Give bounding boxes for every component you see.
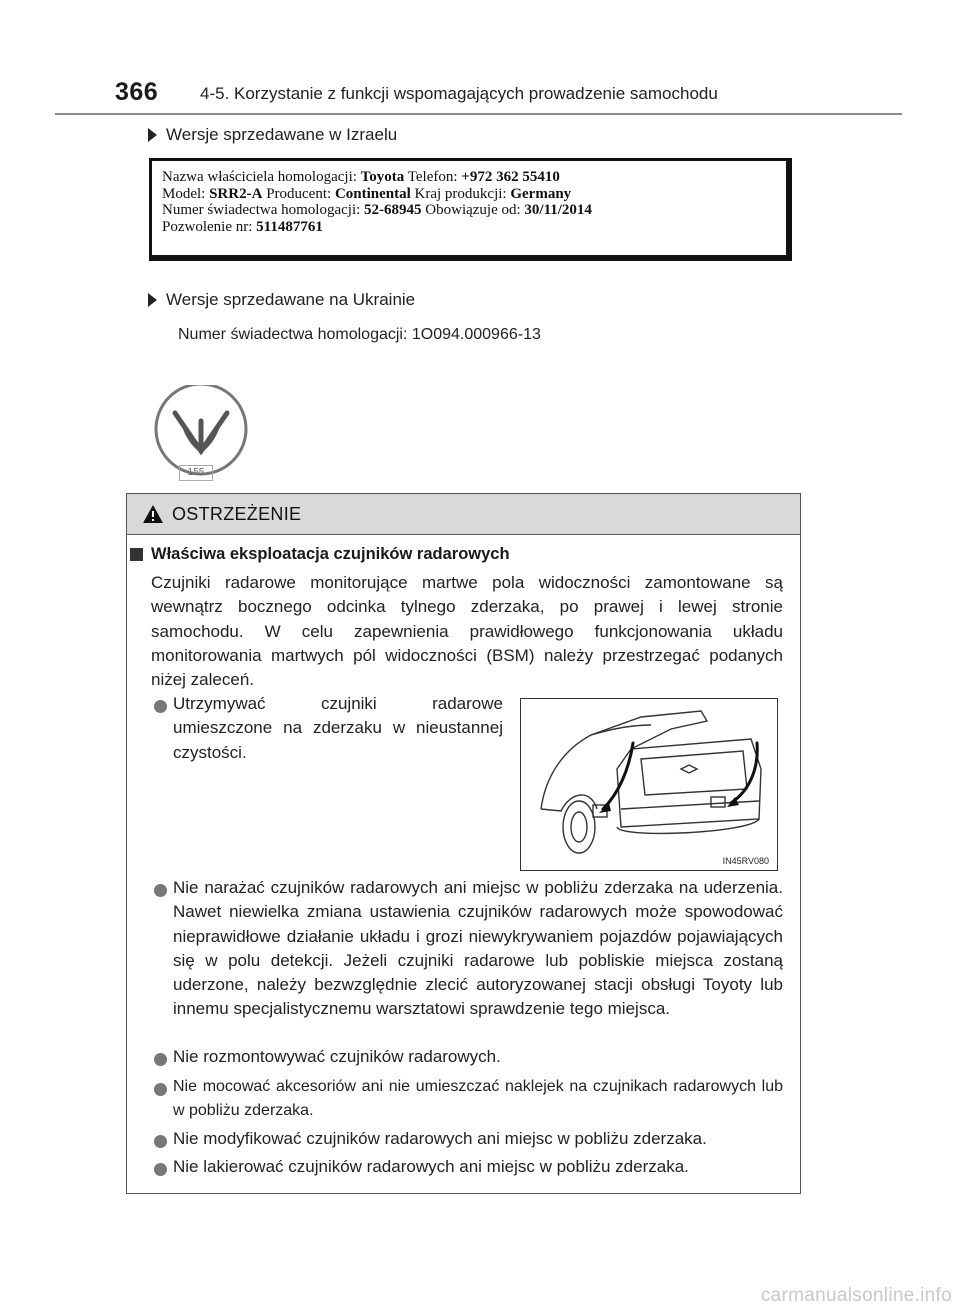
rear-bumper-illustration: [520, 698, 778, 871]
israel-line-3: Numer świadectwa homologacji: 52-68945 Obowiązuje od: 30/11/2014: [162, 202, 592, 218]
ukraine-heading: [148, 290, 415, 310]
israel-approval-box: [149, 158, 792, 261]
warning-section-title: Właściwa eksploatacja czujników radarowych: [130, 545, 510, 564]
warning-triangle-icon: [142, 504, 164, 524]
israel-line-4: Pozwolenie nr: 511487761: [162, 218, 323, 235]
warning-item-4: Nie mocować akcesoriów ani nie umieszczać naklejek na czujnikach radarowych lub w pobliżu zderzaka.: [173, 1078, 783, 1120]
bullet-dot-icon: [154, 884, 167, 897]
warning-item-1: Utrzymywać czujniki radarowe umieszczone na zderzaku w nieustannej czystości.: [173, 694, 503, 762]
triangle-bullet-icon: [148, 293, 157, 307]
emblem-code: 155: [179, 465, 213, 481]
bullet-dot-icon: [154, 1083, 167, 1096]
ukraine-certification-emblem: [153, 385, 253, 490]
triangle-bullet-icon: [148, 128, 157, 142]
bullet-dot-icon: [154, 1135, 167, 1148]
illustration-code: IN45RV080: [722, 856, 769, 866]
warning-intro: Czujniki radarowe monitorujące martwe pola widoczności zamontowane są wewnątrz bocznego odcinka tylnego zderzaka, po prawej i lewej stronie samochodu. W celu zapewnienia prawidłowego funkcjonowania układu monitorowania martwych pól widoczności (BSM) należy przestrzegać podanych niżej zaleceń.: [151, 573, 783, 690]
warning-item-5: Nie modyfikować czujników radarowych ani miejsc w pobliżu zderzaka.: [173, 1129, 707, 1148]
israel-heading-text: Wersje sprzedawane w Izraelu: [166, 125, 398, 144]
israel-line-1: Nazwa właściciela homologacji: Toyota Telefon: +972 362 55410: [162, 169, 560, 185]
warning-header: [127, 494, 800, 535]
car-rear-sensor-drawing-icon: [521, 699, 777, 870]
ukraine-heading-text: Wersje sprzedawane na Ukrainie: [166, 290, 416, 309]
warning-item-3: Nie rozmontowywać czujników radarowych.: [173, 1047, 501, 1066]
bullet-dot-icon: [154, 700, 167, 713]
page-number: 366: [115, 78, 159, 106]
israel-heading: [148, 125, 397, 145]
section-header-title: 4-5. Korzystanie z funkcji wspomagających prowadzenie samochodu: [200, 84, 718, 103]
warning-label: OSTRZEŻENIE: [172, 503, 302, 524]
bullet-dot-icon: [154, 1163, 167, 1176]
bullet-dot-icon: [154, 1053, 167, 1066]
square-bullet-icon: [130, 548, 143, 561]
warning-item-6: Nie lakierować czujników radarowych ani miejsc w pobliżu zderzaka.: [173, 1157, 689, 1176]
header-divider: [55, 113, 902, 115]
ukraine-cert-number: Numer świadectwa homologacji: 1O094.000966-13: [178, 326, 541, 343]
israel-line-2: Model: SRR2-A Producent: Continental Kraj produkcji: Germany: [162, 185, 572, 202]
warning-item-2: Nie narażać czujników radarowych ani miejsc w pobliżu zderzaka na uderzenia. Nawet niewielka zmiana ustawienia czujników radarowych może spowodować nieprawidłowe działanie układu i grozi niewykrywaniem pojazdów pojawiających się w polu detekcji. Jeżeli czujniki radarowe lub pobliskie miejsca zostaną uderzone, należy bezwzględnie zlecić autoryzowanej stacji obsługi Toyoty lub innemu specjalistycznemu warsztatowi sprawdzenie tego miejsca.: [173, 878, 783, 1019]
watermark: carmanualsonline.info: [760, 1285, 952, 1306]
